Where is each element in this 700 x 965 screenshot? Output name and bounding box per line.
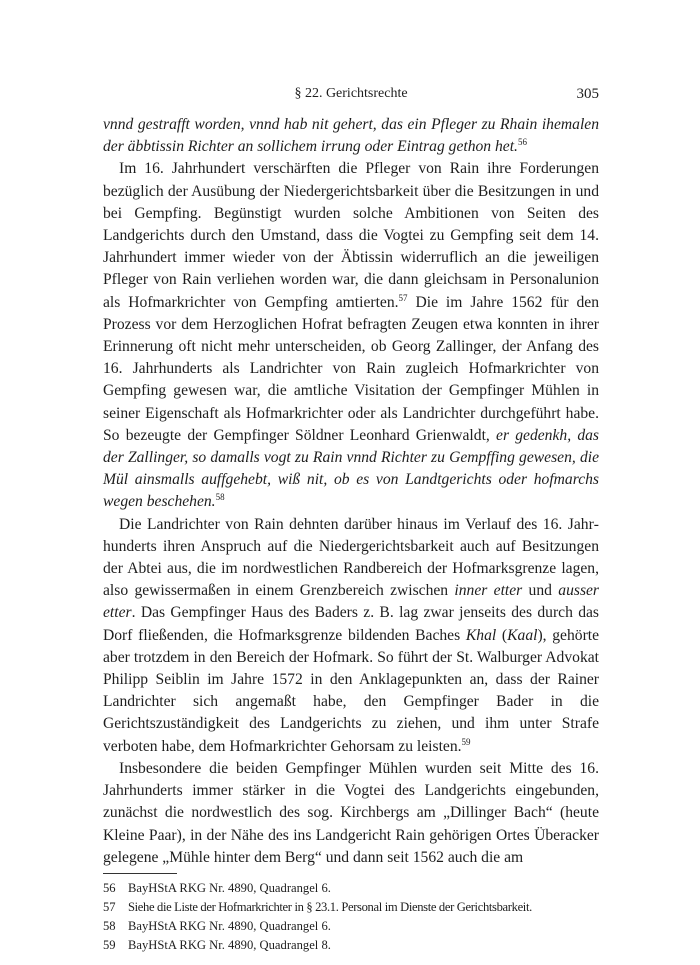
footnote-57 xyxy=(103,898,599,917)
section-heading: § 22. Gerichtsrechte xyxy=(294,86,408,101)
footnote-number: 58 xyxy=(103,918,116,933)
paragraph-1 xyxy=(103,114,599,158)
footnote-text: BayHStA RKG Nr. 4890, Quadrangel 6. xyxy=(128,918,331,933)
footnote-ref-57[interactable]: 57 xyxy=(398,292,408,303)
italic-term: inner etter xyxy=(454,582,523,600)
paragraph-text: Insbesondere die beiden Gempfinger Mühlen wurden seit Mitte des 16. Jahrhunderts immer stärker in die Vogtei des Landgerichts eingebunden, zunächst die nordwestlich des sog. Kirchbergs am „Dillinger Bach“ (heute Kleine Paar), in der Nähe des ins Landgericht Rain gehörigen Ortes Überacker gelegene „Mühle hinter dem Berg“ und dann seit 1562 auch die am xyxy=(103,759,599,866)
paragraph-4 xyxy=(103,758,599,869)
footnote-text: BayHStA RKG Nr. 4890, Quadrangel 6. xyxy=(128,880,331,895)
quotation-text: er gedenkh, das der Zallinger, so damalls vogt zu Rain vnnd Richter zu Gempffing gewesen, die Mül ainsmalls auffgehebt, wiß nit, ob es von Landtgerichts oder hofmarchs wegen beschehen. xyxy=(103,426,599,511)
footnote-ref-58[interactable]: 58 xyxy=(215,492,225,503)
paragraph-text: Im 16. Jahrhundert verschärften die Pfleger von Rain ihre Forderungen bezüglich der Ausübung der Niedergerichtsbarkeit über die Besitzungen in und bei Gempfing. Begünstigt wurden solche Ambitionen von Seiten des Landgerichts durch den Umstand, dass die Vogtei zu Gempfing seit dem 14. Jahrhundert immer wieder von der Äbtissin widerruflich an die jeweiligen Pfleger von Rain verliehen worden war, die dann gleichsam in Personalunion als Hofmarkrichter von Gempfing amtierten. xyxy=(103,160,599,311)
paragraph-2 xyxy=(103,158,599,513)
footnote-number: 57 xyxy=(103,899,116,914)
italic-term: ausser etter xyxy=(103,582,600,622)
paragraph-text: . Das Gempfinger Haus des Baders z. B. lag zwar jenseits des durch das Dorf fließenden, die Hofmarksgrenze bildenden Baches xyxy=(103,604,599,644)
footnote-text: BayHStA RKG Nr. 4890, Quadrangel 8. xyxy=(128,937,331,952)
footnote-58 xyxy=(103,917,599,936)
page-number: 305 xyxy=(576,86,599,102)
paragraph-text: Die im Jahre 1562 für den Prozess vor dem Herzoglichen Hofrat befragten Zeugen etwa konnten in ihrer Erinnerung oft nicht mehr unterscheiden, ob Georg Zallinger, der Anfang des 16. Jahrhunderts als Landrichter von Rain zugleich Hofmarkrichter von Gempfing gewesen war, die amtliche Visitation der Gempfinger Mühlen in seiner Eigenschaft als Hofmarkrichter oder als Landrichter durchgeführt habe. So bezeugte der Gempfinger Söldner Leonhard Grienwaldt, xyxy=(103,293,599,444)
footnote-text: Siehe die Liste der Hofmarkrichter in § 23.1. Personal im Dienste der Gerichtsbarkeit. xyxy=(128,899,532,914)
footnote-ref-59[interactable]: 59 xyxy=(461,736,471,747)
footnote-56 xyxy=(103,879,599,898)
paragraph-3 xyxy=(103,514,599,758)
quotation-text: vnnd gestrafft worden, vnnd hab nit gehert, das ein Pfleger zu Rhain ihemalen der äbbtissin Richter an sollichem irrung oder Eintrag gethon het. xyxy=(103,116,599,156)
footnote-number: 56 xyxy=(103,880,116,895)
paragraph-text: ( xyxy=(496,626,508,644)
document-page xyxy=(103,86,599,955)
body-text xyxy=(103,114,599,869)
italic-term: Kaal xyxy=(507,626,538,644)
footnote-59 xyxy=(103,936,599,955)
footnote-number: 59 xyxy=(103,937,116,952)
paragraph-text: und xyxy=(522,582,559,600)
footnote-ref-56[interactable]: 56 xyxy=(517,137,527,148)
running-header xyxy=(103,86,599,108)
italic-term: Khal xyxy=(465,626,497,644)
paragraph-text: ), gehörte aber trotzdem in den Bereich der Hofmark. So führt der St. Walburger Advokat Philipp Seiblin im Jahre 1572 in den Anklagepunkten an, dass der Rainer Landrichter sich angemaßt habe, den Gempfinger Bader in die Gerichtszuständigkeit des Landgerichts zu ziehen, und ihm unter Strafe verboten habe, dem Hofmarkrichter Gehorsam zu leisten. xyxy=(103,626,600,755)
paragraph-text: Die Landrichter von Rain dehnten darüber hinaus im Verlauf des 16. Jahrhunderts ihren Anspruch auf die Niedergerichtsbarkeit auch auf Besitzungen der Abtei aus, die im nordwestlichen Randbereich der Hofmarksgrenze lagen, also gewissermaßen in einem Grenzbereich zwischen xyxy=(103,515,599,600)
footnotes xyxy=(103,879,599,955)
footnote-separator xyxy=(103,873,177,874)
